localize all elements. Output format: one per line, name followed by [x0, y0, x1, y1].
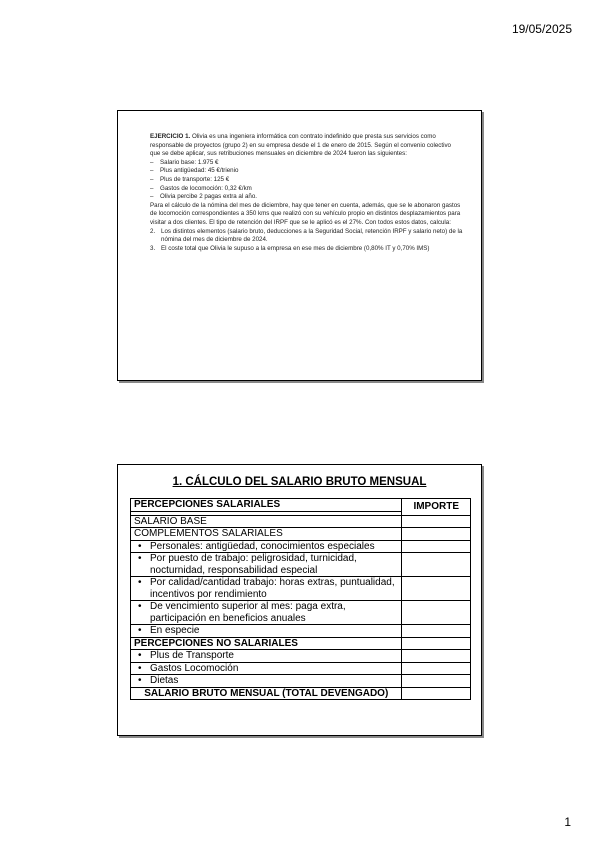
table-row — [131, 675, 471, 688]
exercise-paragraph: Para el cálculo de la nómina del mes de diciembre, hay que tener en cuenta, además, que se le abonaron gastos de locomoción correspondientes a 350 kms que realizó con su vehículo propio en distintos desplazamientos para visitar a dos clientes. El tipo de retención del IRPF que se le aplicó es el 27%. Con todos estos datos, calcula: — [150, 201, 461, 226]
salary-items-list — [150, 159, 463, 202]
amount-cell — [402, 637, 471, 650]
exercise-text — [150, 133, 463, 253]
table-row — [131, 687, 471, 700]
row-especie: • En especie — [134, 625, 398, 637]
slide-exercise — [117, 110, 482, 381]
row-dietas: • Dietas — [134, 675, 398, 687]
table-row — [131, 577, 471, 601]
row-vencimiento: • De vencimiento superior al mes: paga extra, participación en beneficios anuales — [134, 601, 398, 624]
exercise-intro-text: Olivia es una ingeniera informática con contrato indefinido que presta sus servicios como responsable de proyectos (grupo 2) en su empresa desde el 1 de enero de 2015. Según el convenio colectivo que se debe aplicar, sus retribuciones mensuales en diciembre de 2024 fueron las siguientes: — [150, 133, 451, 158]
list-item: – Olivia percibe 2 pagas extra al año. — [150, 193, 463, 202]
table-row — [131, 499, 471, 512]
row-salario-base: SALARIO BASE — [131, 515, 402, 528]
list-item: – Plus de transporte: 125 € — [150, 176, 463, 185]
table-row — [131, 650, 471, 663]
amount-cell — [402, 515, 471, 528]
question-number: 3. — [150, 244, 156, 252]
table-row — [131, 528, 471, 541]
amount-cell — [402, 601, 471, 625]
row-total: SALARIO BRUTO MENSUAL (TOTAL DEVENGADO) — [131, 687, 402, 700]
row-complementos: COMPLEMENTOS SALARIALES — [131, 528, 402, 541]
print-date: 19/05/2025 — [511, 22, 572, 36]
list-item: – Salario base: 1.975 € — [150, 159, 463, 168]
amount-cell — [402, 577, 471, 601]
exercise-intro — [150, 133, 463, 159]
table-row — [131, 662, 471, 675]
table-row — [131, 515, 471, 528]
row-puesto: • Por puesto de trabajo: peligrosidad, turnicidad, nocturnidad, responsabilidad especial — [134, 553, 398, 576]
table-row — [131, 625, 471, 638]
questions-list — [150, 228, 463, 254]
page-number: 1 — [564, 815, 571, 829]
question-item — [150, 245, 463, 254]
amount-cell — [402, 540, 471, 553]
table-row — [131, 553, 471, 577]
row-no-salariales: PERCEPCIONES NO SALARIALES — [131, 637, 402, 650]
slide-title: 1. CÁLCULO DEL SALARIO BRUTO MENSUAL — [172, 476, 427, 488]
table-row — [131, 637, 471, 650]
salary-table — [130, 498, 471, 700]
question-number: 2. — [150, 227, 156, 235]
amount-cell — [402, 650, 471, 663]
amount-cell — [402, 625, 471, 638]
list-item: – Gastos de locomoción: 0,32 €/km — [150, 185, 463, 194]
row-locomocion: • Gastos Locomoción — [134, 663, 398, 675]
slide-salary-table — [117, 464, 482, 736]
list-item: – Plus antigüedad: 45 €/trienio — [150, 167, 463, 176]
exercise-heading: EJERCICIO 1. — [150, 133, 191, 140]
table-row — [131, 540, 471, 553]
amount-cell — [402, 675, 471, 688]
header-perceptions: PERCEPCIONES SALARIALES — [131, 499, 402, 512]
table-row — [131, 601, 471, 625]
amount-cell — [402, 687, 471, 700]
amount-cell — [402, 528, 471, 541]
question-text: El coste total que Olivia le supuso a la empresa en ese mes de diciembre (0,80% IT y 0,70% IMS) — [161, 244, 430, 252]
question-text: Los distintos elementos (salario bruto, deducciones a la Seguridad Social, retención IRPF y salario neto) de la nómina del mes de diciembre de 2024. — [161, 227, 463, 244]
question-item — [150, 228, 463, 245]
row-calidad: • Por calidad/cantidad trabajo: horas extras, puntualidad, incentivos por rendimiento — [134, 577, 398, 600]
header-amount: IMPORTE — [402, 499, 471, 516]
amount-cell — [402, 553, 471, 577]
row-personales: • Personales: antigüedad, conocimientos especiales — [134, 541, 398, 553]
row-transporte: • Plus de Transporte — [134, 650, 398, 662]
amount-cell — [402, 662, 471, 675]
